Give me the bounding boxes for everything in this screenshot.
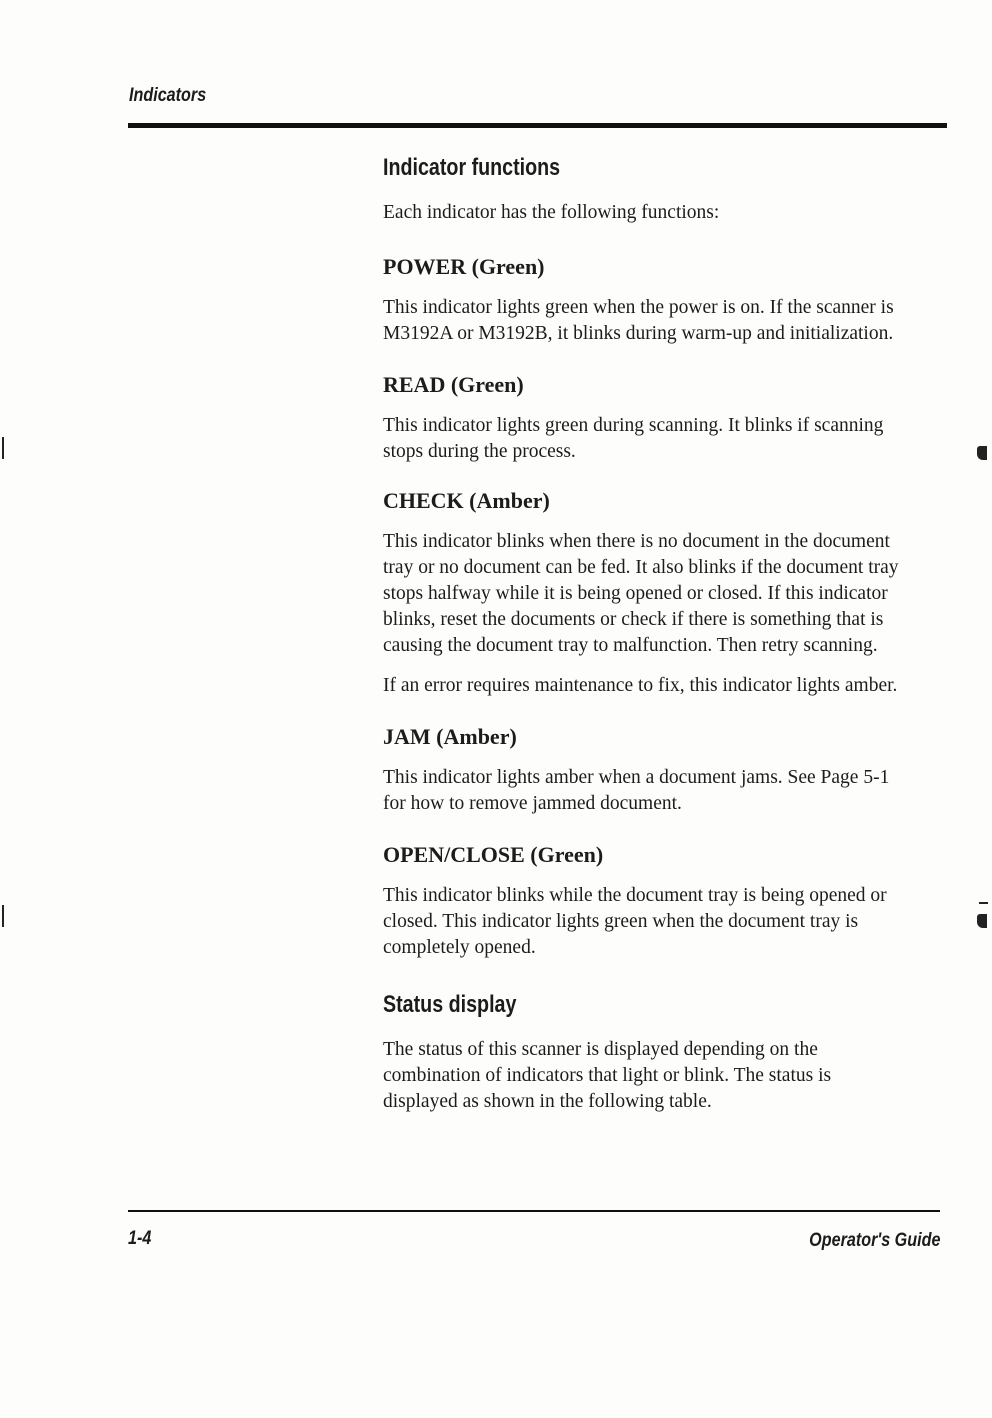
heading-indicator-functions: Indicator functions [383, 154, 561, 181]
heading-power: POWER (Green) [383, 254, 545, 279]
intro-text: Each indicator has the following functions: [383, 202, 720, 223]
heading-status-display: Status display [383, 991, 517, 1018]
check-line-3: stops halfway while it is being opened or closed. If this indicator [383, 583, 888, 604]
read-line-2: stops during the process. [383, 441, 576, 462]
status-line-1: The status of this scanner is displayed depending on the [383, 1039, 818, 1060]
header-rule [128, 123, 947, 128]
jam-line-2: for how to remove jammed document. [383, 793, 682, 814]
check-line-1: This indicator blinks when there is no document in the document [383, 531, 890, 552]
heading-check: CHECK (Amber) [383, 488, 550, 513]
page-number: 1-4 [128, 1228, 152, 1249]
read-description [383, 413, 948, 465]
page-content [383, 150, 948, 1115]
open-close-line-1: This indicator blinks while the document tray is being opened or [383, 885, 887, 906]
heading-open-close: OPEN/CLOSE (Green) [383, 842, 604, 867]
power-line-2: M3192A or M3192B, it blinks during warm-up and initialization. [383, 323, 894, 344]
scan-mark-left-upper [2, 437, 4, 459]
status-line-3: displayed as shown in the following table. [383, 1091, 712, 1112]
check-line-5: causing the document tray to malfunction. Then retry scanning. [383, 635, 878, 656]
read-line-1: This indicator lights green during scanning. It blinks if scanning [383, 415, 884, 436]
check-line-4: blinks, reset the documents or check if there is something that is [383, 609, 884, 630]
check-line-2: tray or no document can be fed. It also blinks if the document tray [383, 557, 899, 578]
open-close-line-3: completely opened. [383, 937, 536, 958]
open-close-description [383, 883, 948, 961]
running-head: Indicators [129, 85, 207, 106]
status-display-description [383, 1037, 948, 1115]
jam-line-1: This indicator lights amber when a document jams. See Page 5-1 [383, 767, 890, 788]
scan-mark-right-upper [977, 446, 987, 460]
check-description [383, 529, 948, 659]
check-maintenance-note: If an error requires maintenance to fix, this indicator lights amber. [383, 675, 898, 696]
footer-rule [128, 1210, 940, 1212]
scan-mark-right-dash [979, 902, 988, 904]
jam-description [383, 765, 948, 817]
scan-mark-left-lower [2, 905, 4, 927]
heading-jam: JAM (Amber) [383, 724, 517, 749]
scan-mark-right-lower [977, 914, 987, 928]
guide-title: Operator's Guide [808, 1230, 940, 1251]
power-description [383, 295, 948, 347]
open-close-line-2: closed. This indicator lights green when the document tray is [383, 911, 859, 932]
status-line-2: combination of indicators that light or blink. The status is [383, 1065, 832, 1086]
power-line-1: This indicator lights green when the power is on. If the scanner is [383, 297, 894, 318]
heading-read: READ (Green) [383, 372, 524, 397]
